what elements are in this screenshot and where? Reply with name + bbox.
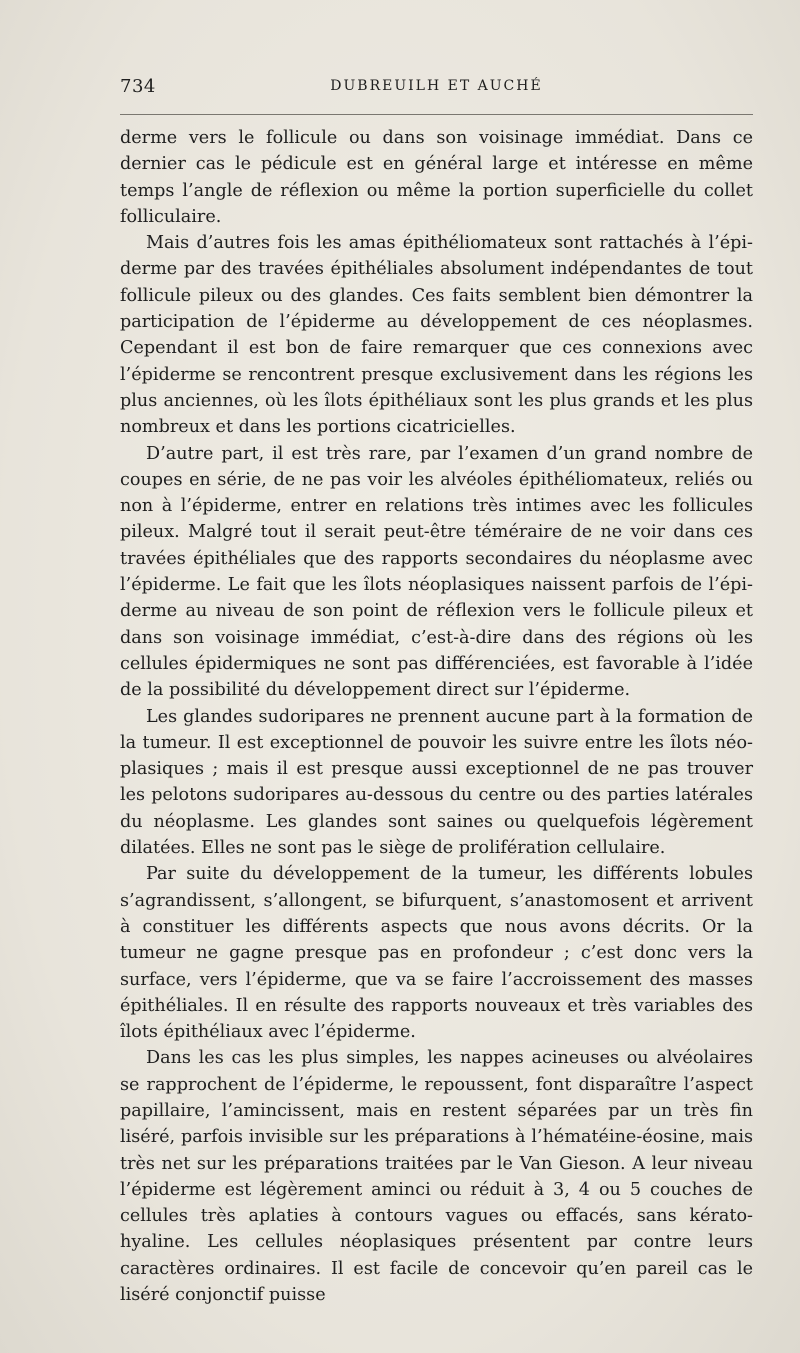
paragraph: Les glandes sudoripares ne prennent aucune part à la formation de la tumeur. Il est exceptionnel de pouvoir les suivre entre les îlots néoplasiques ; mais il est presque aussi exceptionnel de ne pas trouver les pelotons sudoripares au-dessous du centre ou des parties latérales du néoplasme. Les glandes sont saines ou quelquefois légèrement dilatées. Elles ne sont pas le siège de prolifération cellulaire. — [120, 706, 753, 859]
running-head: DUBREUILH ET AUCHÉ — [330, 78, 543, 94]
paragraph: derme vers le follicule ou dans son voisinage immédiat. Dans ce dernier cas le pédicule est en général large et intéresse en même temps l’angle de réflexion ou même la portion superficielle du collet folliculaire. — [120, 128, 753, 227]
paragraph: D’autre part, il est très rare, par l’examen d’un grand nombre de coupes en série, de ne pas voir les alvéoles épithéliomateux, reliés ou non à l’épiderme, entrer en relations très intimes avec les follicules pileux. Malgré tout il serait peut-être téméraire de ne voir dans ces travées épithéliales que des rapports secondaires du néoplasme avec l’épiderme. Le fait que les îlots néoplasiques naissent parfois de l’épiderme au niveau de son point de réflexion vers le follicule pileux et dans son voisinage immédiat, c’est-à-dire dans des régions où les cellules épidermiques ne sont pas différenciées, est favorable à l’idée de la possibilité du développement direct sur l’épiderme. — [120, 443, 753, 701]
header-rule — [120, 114, 753, 115]
body-text — [120, 125, 753, 1308]
page-number: 734 — [120, 76, 156, 97]
paragraph: Par suite du développement de la tumeur, les différents lobules s’agrandissent, s’allongent, se bifurquent, s’anastomosent et arrivent à constituer les différents aspects que nous avons décrits. Or la tumeur ne gagne presque pas en profondeur ; c’est donc vers la surface, vers l’épiderme, que va se faire l’accroissement des masses épithéliales. Il en résulte des rapports nouveaux et très variables des îlots épithéliaux avec l’épiderme. — [120, 864, 753, 1043]
paragraph: Dans les cas les plus simples, les nappes acineuses ou alvéolaires se rapprochent de l’épiderme, le repoussent, font disparaître l’aspect papillaire, l’amincissent, mais en restent séparées par un très fin liséré, parfois invisible sur les préparations à l’hématéine-éosine, mais très net sur les préparations traitées par le Van Gieson. A leur niveau l’épiderme est légèrement aminci ou réduit à 3, 4 ou 5 couches de cellules très aplaties à contours vagues ou effacés, sans kérato-hyaline. Les cellules néoplasiques présentent par contre leurs caractères ordinaires. Il est facile de concevoir qu’en pareil cas le liséré conjonctif puisse — [120, 1048, 753, 1306]
page-header — [120, 76, 753, 102]
paragraph: Mais d’autres fois les amas épithéliomateux sont rattachés à l’épiderme par des travées épithéliales absolument indépendantes de tout follicule pileux ou des glandes. Ces faits semblent bien démontrer la participation de l’épiderme au développement de ces néoplasmes. Cependant il est bon de faire remarquer que ces connexions avec l’épiderme se rencontrent presque exclusivement dans les régions les plus anciennes, où les îlots épithéliaux sont les plus grands et les plus nombreux et dans les portions cicatricielles. — [120, 233, 753, 438]
